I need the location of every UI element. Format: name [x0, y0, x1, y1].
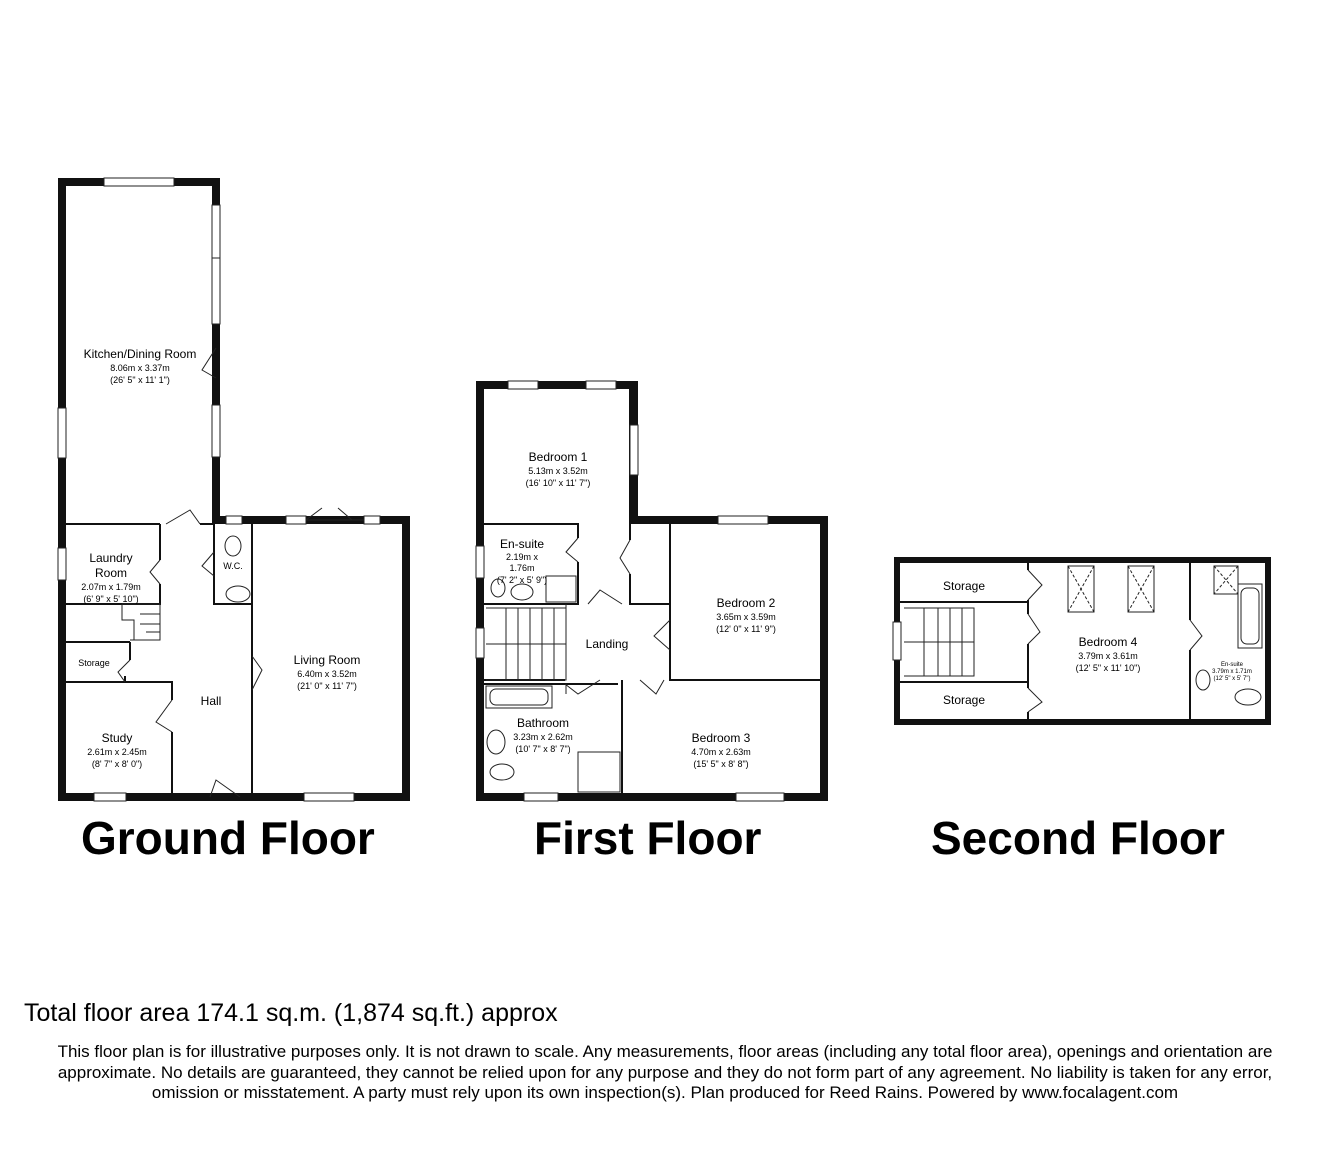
second-ensuite-metric: 3.79m x 1.71m	[1212, 669, 1252, 675]
skylight-3-cross	[1214, 566, 1238, 594]
wc-door	[202, 552, 214, 576]
kitchen-door	[166, 510, 200, 524]
bathroom-basin	[487, 730, 505, 754]
bedroom4-door	[1028, 614, 1040, 644]
laundry-name-line2: Room	[94, 566, 128, 580]
ensuite-top-wall	[480, 524, 578, 538]
first-floor-plan	[476, 381, 824, 801]
laundry-metric: 2.07m x 1.79m	[81, 582, 141, 592]
living-imperial: (21' 0" x 11' 7")	[297, 681, 357, 691]
storage-bottom-name: Storage	[942, 693, 986, 707]
total-floor-area: Total floor area 174.1 sq.m. (1,874 sq.ft.) approx	[24, 999, 558, 1027]
bathroom-window	[524, 793, 558, 801]
bedroom3-door	[640, 680, 664, 694]
bathroom-shower	[578, 752, 620, 792]
first-ensuite-metric-line2: 1.76m	[509, 563, 535, 573]
storage-top-name: Storage	[942, 579, 986, 593]
skylight-1-cross	[1068, 566, 1094, 612]
disclaimer-text: This floor plan is for illustrative purposes only. It is not drawn to scale. Any measurements, floor areas (including any total floor area), openings and orientation are approximate. No details are guaranteed, they cannot be relied upon for any purpose and they do not form part of any agreement. No liability is taken for any error, omission or misstatement. A party must rely upon its own inspection(s). Plan produced for Reed Rains. Powered by www.focalagent.com	[57, 1042, 1273, 1102]
living-top-window-right	[364, 516, 380, 524]
ensuite-window	[476, 546, 484, 578]
bedroom3-window	[736, 793, 784, 801]
landing-window	[476, 628, 484, 658]
bathroom-metric: 3.23m x 2.62m	[513, 732, 573, 742]
bedroom1-metric: 5.13m x 3.52m	[528, 466, 588, 476]
living-metric: 6.40m x 3.52m	[297, 669, 357, 679]
bathroom-name: Bathroom	[516, 716, 570, 730]
second-bath-inner	[1241, 588, 1259, 644]
living-bottom-window	[304, 793, 354, 801]
laundry-window	[58, 548, 66, 580]
second-floor-window	[893, 622, 901, 660]
wc-name: W.C.	[223, 561, 243, 571]
landing-name: Landing	[585, 637, 629, 651]
bathroom-toilet	[490, 764, 514, 780]
hall-name: Hall	[200, 694, 222, 708]
second-basin	[1235, 689, 1261, 705]
skylights	[1068, 566, 1238, 612]
second-toilet	[1196, 670, 1210, 690]
bedroom2-window	[718, 516, 768, 524]
bedroom4-imperial: (12' 5" x 11' 10")	[1075, 663, 1141, 673]
wc-toilet	[225, 536, 241, 556]
first-ensuite-name: En-suite	[499, 537, 545, 551]
first-ensuite-metric-line1: 2.19m x	[505, 552, 539, 562]
first-floor-title: First Floor	[534, 812, 762, 864]
second-ensuite-door	[1190, 620, 1202, 650]
living-top-window-left	[286, 516, 306, 524]
bath-tub-inner	[490, 689, 548, 705]
ensuite-door	[566, 538, 578, 562]
kitchen-metric: 8.06m x 3.37m	[110, 363, 170, 373]
study-name: Study	[101, 731, 133, 745]
bedroom2-metric: 3.65m x 3.59m	[716, 612, 776, 622]
bedroom2-door	[654, 620, 670, 650]
wc-window	[226, 516, 242, 524]
kitchen-right-window-2	[212, 258, 220, 324]
ensuite-basin	[511, 584, 533, 600]
bedroom1-imperial: (16' 10" x 11' 7")	[525, 478, 591, 488]
kitchen-right-window-3	[212, 405, 220, 457]
bedroom1-door	[620, 540, 630, 574]
bedroom1-name: Bedroom 1	[528, 450, 588, 464]
bathroom-door	[565, 680, 600, 694]
storage-bottom-door	[1028, 688, 1042, 712]
living-door	[252, 656, 262, 690]
second-bath	[1238, 584, 1262, 648]
bedroom2-imperial: (12' 0" x 11' 9")	[716, 624, 776, 634]
laundry-imperial: (6' 9" x 5' 10")	[83, 594, 139, 604]
laundry-name-line1: Laundry	[89, 551, 133, 565]
kitchen-imperial: (26' 5" x 11' 1")	[110, 375, 170, 385]
skylight-2-cross	[1128, 566, 1154, 612]
bedroom2-name: Bedroom 2	[716, 596, 776, 610]
first-ensuite-imperial: (7' 2" x 5' 9")	[496, 575, 548, 585]
ground-floor-outer-wall	[62, 182, 406, 797]
kitchen-name: Kitchen/Dining Room	[83, 347, 197, 361]
bedroom3-metric: 4.70m x 2.63m	[691, 747, 751, 757]
second-ensuite-imperial: (12' 5" x 5' 7")	[1213, 676, 1251, 682]
ground-stairs	[122, 604, 160, 640]
second-floor-title: Second Floor	[931, 812, 1225, 864]
ensuite-shower	[546, 576, 576, 602]
bedroom4-name: Bedroom 4	[1078, 635, 1138, 649]
study-door	[156, 700, 172, 732]
second-floor-plan	[893, 560, 1268, 722]
bedroom1-window-2	[586, 381, 616, 389]
landing-door-top	[588, 590, 622, 604]
study-imperial: (8' 7" x 8' 0")	[91, 759, 143, 769]
second-ensuite-name: En-suite	[1220, 662, 1244, 668]
bathroom-imperial: (10' 7" x 8' 7")	[515, 744, 571, 754]
second-stairs	[904, 608, 974, 676]
ground-floor-plan	[58, 178, 406, 801]
first-stairs	[486, 608, 566, 680]
kitchen-left-window	[58, 408, 66, 458]
bedroom1-window-1	[508, 381, 538, 389]
study-window	[94, 793, 126, 801]
wc-basin	[226, 586, 250, 602]
bedroom1-side-window	[630, 425, 638, 475]
kitchen-top-window	[104, 178, 174, 186]
ground-storage-name: Storage	[78, 658, 110, 668]
bedroom3-name: Bedroom 3	[691, 731, 751, 745]
ground-floor-title: Ground Floor	[81, 812, 375, 864]
laundry-door	[150, 560, 160, 584]
bedroom3-imperial: (15' 5" x 8' 8")	[693, 759, 749, 769]
storage-top-door	[1028, 570, 1042, 600]
living-name: Living Room	[293, 653, 361, 667]
bedroom4-metric: 3.79m x 3.61m	[1078, 651, 1138, 661]
study-metric: 2.61m x 2.45m	[87, 747, 147, 757]
